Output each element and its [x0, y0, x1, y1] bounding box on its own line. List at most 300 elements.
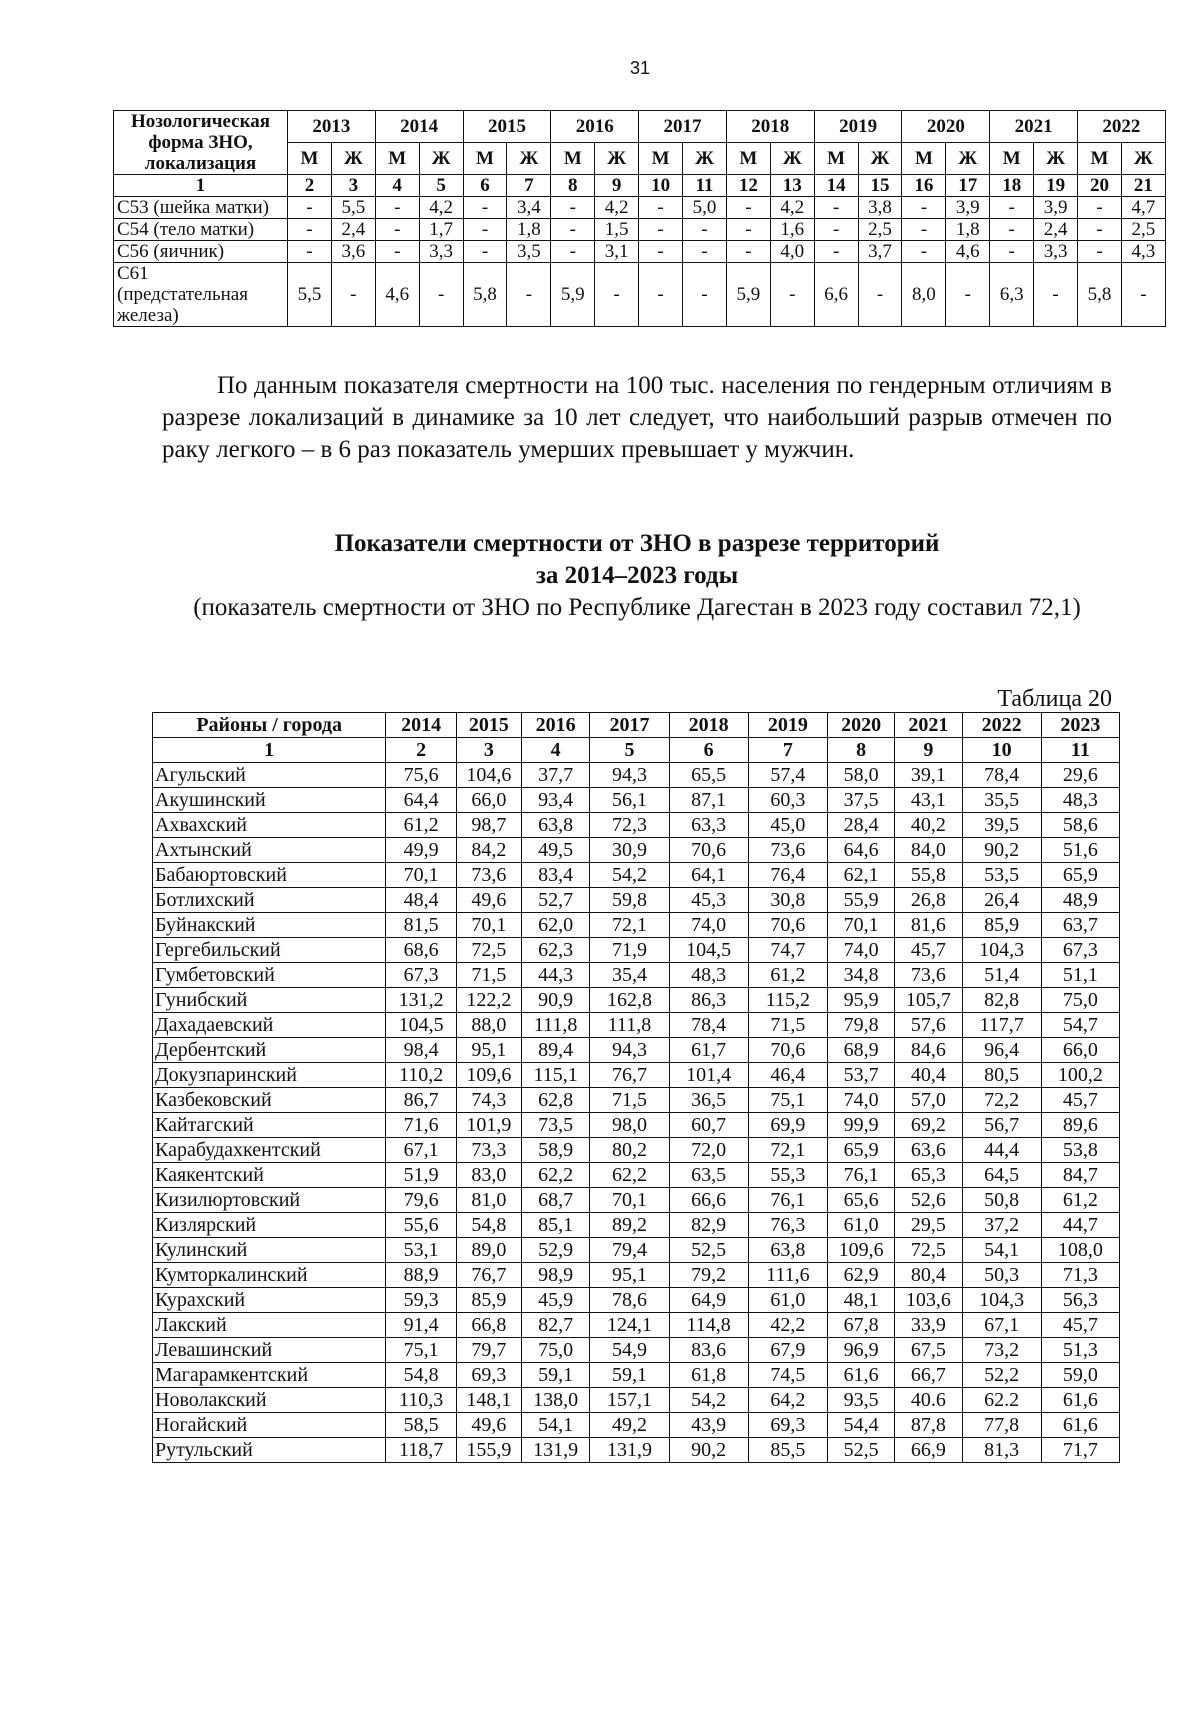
- column-number: 1: [114, 175, 288, 197]
- column-number: 6: [669, 738, 748, 763]
- table-cell: 63,8: [521, 813, 589, 838]
- table-cell: 86,3: [669, 988, 748, 1013]
- district-name: Кулинский: [153, 1238, 386, 1263]
- table-cell: 66,8: [456, 1313, 521, 1338]
- sex-header: Ж: [419, 143, 463, 175]
- sex-header: М: [551, 143, 595, 175]
- table-cell: 29,5: [895, 1213, 962, 1238]
- table-cell: 5,5: [331, 197, 375, 219]
- row-label: С61 (предстательная железа): [114, 263, 288, 327]
- table-cell: 29,6: [1041, 763, 1119, 788]
- table-cell: 36,5: [669, 1088, 748, 1113]
- table-cell: 67,5: [895, 1338, 962, 1363]
- district-name: Кизилюртовский: [153, 1188, 386, 1213]
- table-cell: 114,8: [669, 1313, 748, 1338]
- table-cell: 117,7: [962, 1013, 1041, 1038]
- table-cell: 111,8: [521, 1013, 589, 1038]
- table-cell: 95,1: [456, 1038, 521, 1063]
- table-cell: 45,3: [669, 888, 748, 913]
- table-cell: 6,3: [990, 263, 1034, 327]
- table-cell: 103,6: [895, 1288, 962, 1313]
- table-cell: 98,0: [590, 1113, 669, 1138]
- table-cell: 54,9: [590, 1338, 669, 1363]
- table-cell: 64,2: [748, 1388, 827, 1413]
- sex-header: Ж: [595, 143, 639, 175]
- table-cell: 3,7: [858, 241, 902, 263]
- table-cell: 63,6: [895, 1138, 962, 1163]
- table-cell: 91,4: [386, 1313, 457, 1338]
- district-name: Рутульский: [153, 1438, 386, 1463]
- table-cell: 101,9: [456, 1113, 521, 1138]
- table-cell: 60,7: [669, 1113, 748, 1138]
- year-header: 2018: [669, 713, 748, 738]
- column-number: 3: [331, 175, 375, 197]
- table-cell: 3,1: [595, 241, 639, 263]
- table-cell: 64,6: [827, 838, 894, 863]
- table-cell: 70,6: [669, 838, 748, 863]
- table-cell: 51,1: [1041, 963, 1119, 988]
- table-cell: -: [990, 241, 1034, 263]
- table-cell: 3,5: [507, 241, 551, 263]
- table-cell: 73,6: [895, 963, 962, 988]
- table-cell: 74,5: [748, 1363, 827, 1388]
- district-name: Карабудахкентский: [153, 1138, 386, 1163]
- table-cell: -: [726, 197, 770, 219]
- table-cell: 57,6: [895, 1013, 962, 1038]
- year-header: 2022: [1078, 111, 1166, 143]
- column-number: 10: [639, 175, 683, 197]
- table-cell: 49,6: [456, 1413, 521, 1438]
- table-cell: 75,1: [386, 1338, 457, 1363]
- table-cell: 8,0: [902, 263, 946, 327]
- column-number: 11: [1041, 738, 1119, 763]
- column-number: 14: [814, 175, 858, 197]
- sex-header: М: [726, 143, 770, 175]
- table-cell: 79,8: [827, 1013, 894, 1038]
- table-cell: 61,2: [748, 963, 827, 988]
- table-cell: -: [551, 241, 595, 263]
- table-row: [153, 1163, 1120, 1188]
- table-cell: 79,4: [590, 1238, 669, 1263]
- header-districts: Районы / города: [153, 713, 386, 738]
- table-cell: 72,2: [962, 1088, 1041, 1113]
- table-cell: 73,2: [962, 1338, 1041, 1363]
- table-cell: 45,7: [895, 938, 962, 963]
- table-cell: 35,4: [590, 963, 669, 988]
- table-cell: -: [683, 219, 727, 241]
- sex-header: М: [288, 143, 332, 175]
- year-header: 2014: [375, 111, 463, 143]
- table-cell: -: [639, 263, 683, 327]
- table-row: [153, 963, 1120, 988]
- table-cell: -: [902, 219, 946, 241]
- table-cell: 3,6: [331, 241, 375, 263]
- table-cell: 49,6: [456, 888, 521, 913]
- sex-header: Ж: [507, 143, 551, 175]
- table-row: [153, 788, 1120, 813]
- table-row: [153, 888, 1120, 913]
- table-cell: 28,4: [827, 813, 894, 838]
- gender-mortality-table: [113, 110, 1166, 327]
- table-cell: 80,4: [895, 1263, 962, 1288]
- year-header: 2013: [288, 111, 376, 143]
- table-cell: -: [683, 241, 727, 263]
- table-cell: 148,1: [456, 1388, 521, 1413]
- table-cell: 98,9: [521, 1263, 589, 1288]
- table-cell: 71,9: [590, 938, 669, 963]
- table-row: [153, 1063, 1120, 1088]
- table-cell: 3,9: [946, 197, 990, 219]
- table-cell: 53,8: [1041, 1138, 1119, 1163]
- table-cell: 82,7: [521, 1313, 589, 1338]
- table-cell: 56,7: [962, 1113, 1041, 1138]
- table-row: [153, 1288, 1120, 1313]
- table-cell: 90,2: [962, 838, 1041, 863]
- table-cell: 71,5: [748, 1013, 827, 1038]
- district-name: Гергебильский: [153, 938, 386, 963]
- year-header: 2021: [895, 713, 962, 738]
- table-row: [153, 1113, 1120, 1138]
- year-header: 2017: [639, 111, 727, 143]
- table-cell: 89,6: [1041, 1113, 1119, 1138]
- table-cell: 75,1: [748, 1088, 827, 1113]
- table-cell: 70,6: [748, 1038, 827, 1063]
- table-cell: 2,4: [331, 219, 375, 241]
- table-cell: 56,1: [590, 788, 669, 813]
- table-cell: -: [507, 263, 551, 327]
- table-cell: 44,4: [962, 1138, 1041, 1163]
- table-cell: 35,5: [962, 788, 1041, 813]
- table-cell: 48,1: [827, 1288, 894, 1313]
- table-cell: 95,1: [590, 1263, 669, 1288]
- table-cell: 81,5: [386, 913, 457, 938]
- sex-header: М: [639, 143, 683, 175]
- table-cell: -: [814, 241, 858, 263]
- table-cell: -: [375, 241, 419, 263]
- table-cell: 61,7: [669, 1038, 748, 1063]
- table-cell: 6,6: [814, 263, 858, 327]
- table-cell: 54,2: [590, 863, 669, 888]
- column-number: 10: [962, 738, 1041, 763]
- table-cell: 76,1: [748, 1188, 827, 1213]
- table-cell: 70,1: [590, 1188, 669, 1213]
- header-row: [114, 111, 1166, 143]
- district-name: Ботлихский: [153, 888, 386, 913]
- column-number: 20: [1078, 175, 1122, 197]
- table-cell: 49,9: [386, 838, 457, 863]
- table-cell: 48,9: [1041, 888, 1119, 913]
- table-cell: 1,8: [507, 219, 551, 241]
- table-cell: 82,9: [669, 1213, 748, 1238]
- table-cell: 26,4: [962, 888, 1041, 913]
- table-cell: 73,6: [748, 838, 827, 863]
- table-cell: 3,3: [1034, 241, 1078, 263]
- column-number: 12: [726, 175, 770, 197]
- table-row: [153, 1438, 1120, 1463]
- header-label: Нозологическая форма ЗНО, локализация: [114, 111, 288, 175]
- table-cell: 71,3: [1041, 1263, 1119, 1288]
- sex-header: М: [375, 143, 419, 175]
- table-row: [153, 1138, 1120, 1163]
- table-cell: 94,3: [590, 763, 669, 788]
- year-header: 2022: [962, 713, 1041, 738]
- sex-header: Ж: [1034, 143, 1078, 175]
- table-row: [114, 219, 1166, 241]
- table-cell: 70,6: [748, 913, 827, 938]
- table-cell: 59,1: [521, 1363, 589, 1388]
- table-cell: 60,3: [748, 788, 827, 813]
- table-cell: 54,8: [456, 1213, 521, 1238]
- table-cell: 62,0: [521, 913, 589, 938]
- table-cell: 122,2: [456, 988, 521, 1013]
- header-row: [153, 713, 1120, 738]
- table-cell: 1,7: [419, 219, 463, 241]
- table-cell: 74,0: [669, 913, 748, 938]
- table-cell: 42,2: [748, 1313, 827, 1338]
- table-cell: 52,5: [669, 1238, 748, 1263]
- table-cell: 66,9: [895, 1438, 962, 1463]
- table-cell: 53,7: [827, 1063, 894, 1088]
- table-cell: 48,3: [669, 963, 748, 988]
- table-cell: 5,8: [463, 263, 507, 327]
- table-cell: 4,6: [375, 263, 419, 327]
- table-cell: 63,8: [748, 1238, 827, 1263]
- table-cell: 79,7: [456, 1338, 521, 1363]
- table-cell: -: [463, 219, 507, 241]
- year-header: 2020: [902, 111, 990, 143]
- district-name: Лакский: [153, 1313, 386, 1338]
- table-cell: 104,3: [962, 1288, 1041, 1313]
- table-cell: 157,1: [590, 1388, 669, 1413]
- table-cell: 71,5: [456, 963, 521, 988]
- table-cell: 72,5: [456, 938, 521, 963]
- row-label: С54 (тело матки): [114, 219, 288, 241]
- table-cell: 85,9: [456, 1288, 521, 1313]
- table-row: [153, 913, 1120, 938]
- table-cell: 58,9: [521, 1138, 589, 1163]
- district-name: Акушинский: [153, 788, 386, 813]
- table-cell: -: [639, 219, 683, 241]
- table-cell: 4,2: [770, 197, 814, 219]
- sex-header: Ж: [946, 143, 990, 175]
- table-cell: 86,7: [386, 1088, 457, 1113]
- table-cell: 63,3: [669, 813, 748, 838]
- table-cell: 49,5: [521, 838, 589, 863]
- table-cell: 54,8: [386, 1363, 457, 1388]
- table-cell: 52,2: [962, 1363, 1041, 1388]
- table-cell: 68,6: [386, 938, 457, 963]
- heading-line-2: за 2014–2023 годы: [535, 562, 739, 589]
- table-cell: 65,9: [1041, 863, 1119, 888]
- table-cell: 98,4: [386, 1038, 457, 1063]
- table-cell: 104,3: [962, 938, 1041, 963]
- table-cell: -: [683, 263, 727, 327]
- table-cell: 4,6: [946, 241, 990, 263]
- table-cell: 55,8: [895, 863, 962, 888]
- column-number: 5: [419, 175, 463, 197]
- table-cell: 66,6: [669, 1188, 748, 1213]
- table-cell: -: [1078, 197, 1122, 219]
- table-cell: 63,7: [1041, 913, 1119, 938]
- table-cell: 88,9: [386, 1263, 457, 1288]
- table-row: [153, 1188, 1120, 1213]
- table-cell: -: [946, 263, 990, 327]
- table-cell: 73,3: [456, 1138, 521, 1163]
- table-cell: 62,8: [521, 1088, 589, 1113]
- table-cell: 1,5: [595, 219, 639, 241]
- table-row: [153, 863, 1120, 888]
- table-cell: 61,0: [748, 1288, 827, 1313]
- table-cell: 93,5: [827, 1388, 894, 1413]
- table-cell: 74,0: [827, 938, 894, 963]
- table-row: [114, 241, 1166, 263]
- table-cell: 53,1: [386, 1238, 457, 1263]
- table-cell: 118,7: [386, 1438, 457, 1463]
- year-header: 2018: [726, 111, 814, 143]
- table-cell: 81,3: [962, 1438, 1041, 1463]
- table-cell: -: [551, 219, 595, 241]
- table-cell: 89,4: [521, 1038, 589, 1063]
- table-cell: 84,0: [895, 838, 962, 863]
- district-name: Кумторкалинский: [153, 1263, 386, 1288]
- table-row: [153, 1088, 1120, 1113]
- table-cell: -: [1121, 263, 1165, 327]
- table-cell: 34,8: [827, 963, 894, 988]
- table-cell: 39,1: [895, 763, 962, 788]
- table-cell: 1,6: [770, 219, 814, 241]
- table-cell: 76,4: [748, 863, 827, 888]
- table-cell: 61,2: [1041, 1188, 1119, 1213]
- table-cell: 89,2: [590, 1213, 669, 1238]
- table-cell: 84,7: [1041, 1163, 1119, 1188]
- table-cell: 72,0: [669, 1138, 748, 1163]
- table-cell: 2,5: [1121, 219, 1165, 241]
- column-number: 8: [827, 738, 894, 763]
- year-header: 2019: [814, 111, 902, 143]
- table-cell: 3,8: [858, 197, 902, 219]
- table-cell: 54,2: [669, 1388, 748, 1413]
- table-cell: 37,5: [827, 788, 894, 813]
- table-cell: 65,9: [827, 1138, 894, 1163]
- column-number: 13: [770, 175, 814, 197]
- table-row: [153, 1338, 1120, 1363]
- table-cell: 57,4: [748, 763, 827, 788]
- district-name: Дахадаевский: [153, 1013, 386, 1038]
- section-heading: [162, 528, 1112, 624]
- district-name: Бабаюртовский: [153, 863, 386, 888]
- table-cell: 138,0: [521, 1388, 589, 1413]
- table-cell: 62,3: [521, 938, 589, 963]
- table-cell: 52,6: [895, 1188, 962, 1213]
- table-cell: 73,5: [521, 1113, 589, 1138]
- table-cell: 75,6: [386, 763, 457, 788]
- table-cell: 52,5: [827, 1438, 894, 1463]
- table-cell: 56,3: [1041, 1288, 1119, 1313]
- table-cell: 71,5: [590, 1088, 669, 1113]
- table-cell: 68,7: [521, 1188, 589, 1213]
- table-cell: 40,2: [895, 813, 962, 838]
- table-cell: -: [288, 197, 332, 219]
- table-cell: 67,8: [827, 1313, 894, 1338]
- table-cell: 5,9: [726, 263, 770, 327]
- table-cell: -: [288, 241, 332, 263]
- year-header: 2016: [551, 111, 639, 143]
- table-cell: 48,3: [1041, 788, 1119, 813]
- table-cell: 67,1: [386, 1138, 457, 1163]
- row-label: С56 (яичник): [114, 241, 288, 263]
- table-cell: 61,6: [827, 1363, 894, 1388]
- year-header: 2019: [748, 713, 827, 738]
- table-cell: 72,1: [590, 913, 669, 938]
- district-name: Левашинский: [153, 1338, 386, 1363]
- sex-header: Ж: [331, 143, 375, 175]
- table-cell: 66,0: [1041, 1038, 1119, 1063]
- table-cell: 43,1: [895, 788, 962, 813]
- table-cell: -: [288, 219, 332, 241]
- column-number: 2: [288, 175, 332, 197]
- district-name: Казбековский: [153, 1088, 386, 1113]
- table-cell: 71,6: [386, 1113, 457, 1138]
- table-cell: 57,0: [895, 1088, 962, 1113]
- table-cell: 59,0: [1041, 1363, 1119, 1388]
- row-label: С53 (шейка матки): [114, 197, 288, 219]
- column-number: 18: [990, 175, 1034, 197]
- table-cell: -: [331, 263, 375, 327]
- year-header: 2020: [827, 713, 894, 738]
- table-cell: -: [595, 263, 639, 327]
- table-cell: -: [419, 263, 463, 327]
- column-number: 7: [507, 175, 551, 197]
- table-cell: 70,1: [827, 913, 894, 938]
- table-cell: 50,3: [962, 1263, 1041, 1288]
- table-cell: 67,1: [962, 1313, 1041, 1338]
- table-cell: 131,9: [521, 1438, 589, 1463]
- district-name: Магарамкентский: [153, 1363, 386, 1388]
- table-cell: 37,7: [521, 763, 589, 788]
- table-cell: 74,0: [827, 1088, 894, 1113]
- table-cell: 62,9: [827, 1263, 894, 1288]
- table-cell: 3,3: [419, 241, 463, 263]
- table-cell: 74,7: [748, 938, 827, 963]
- table-cell: 162,8: [590, 988, 669, 1013]
- column-number: 5: [590, 738, 669, 763]
- table-cell: 99,9: [827, 1113, 894, 1138]
- table-cell: 58,0: [827, 763, 894, 788]
- table-cell: 62,2: [590, 1163, 669, 1188]
- table-cell: -: [639, 197, 683, 219]
- table-cell: 76,7: [456, 1263, 521, 1288]
- table-cell: 70,1: [456, 913, 521, 938]
- table-cell: 124,1: [590, 1313, 669, 1338]
- table-cell: 77,8: [962, 1413, 1041, 1438]
- district-name: Новолакский: [153, 1388, 386, 1413]
- district-name: Ахтынский: [153, 838, 386, 863]
- table-cell: 69,2: [895, 1113, 962, 1138]
- table-cell: 76,3: [748, 1213, 827, 1238]
- table-cell: 61,2: [386, 813, 457, 838]
- district-name: Каякентский: [153, 1163, 386, 1188]
- table-cell: 73,6: [456, 863, 521, 888]
- table-cell: 111,6: [748, 1263, 827, 1288]
- table-cell: 75,0: [1041, 988, 1119, 1013]
- table-cell: -: [814, 219, 858, 241]
- column-number-row: [153, 738, 1120, 763]
- table-cell: 109,6: [827, 1238, 894, 1263]
- column-number: 7: [748, 738, 827, 763]
- column-number: 9: [595, 175, 639, 197]
- table-cell: 5,0: [683, 197, 727, 219]
- table-cell: 5,8: [1078, 263, 1122, 327]
